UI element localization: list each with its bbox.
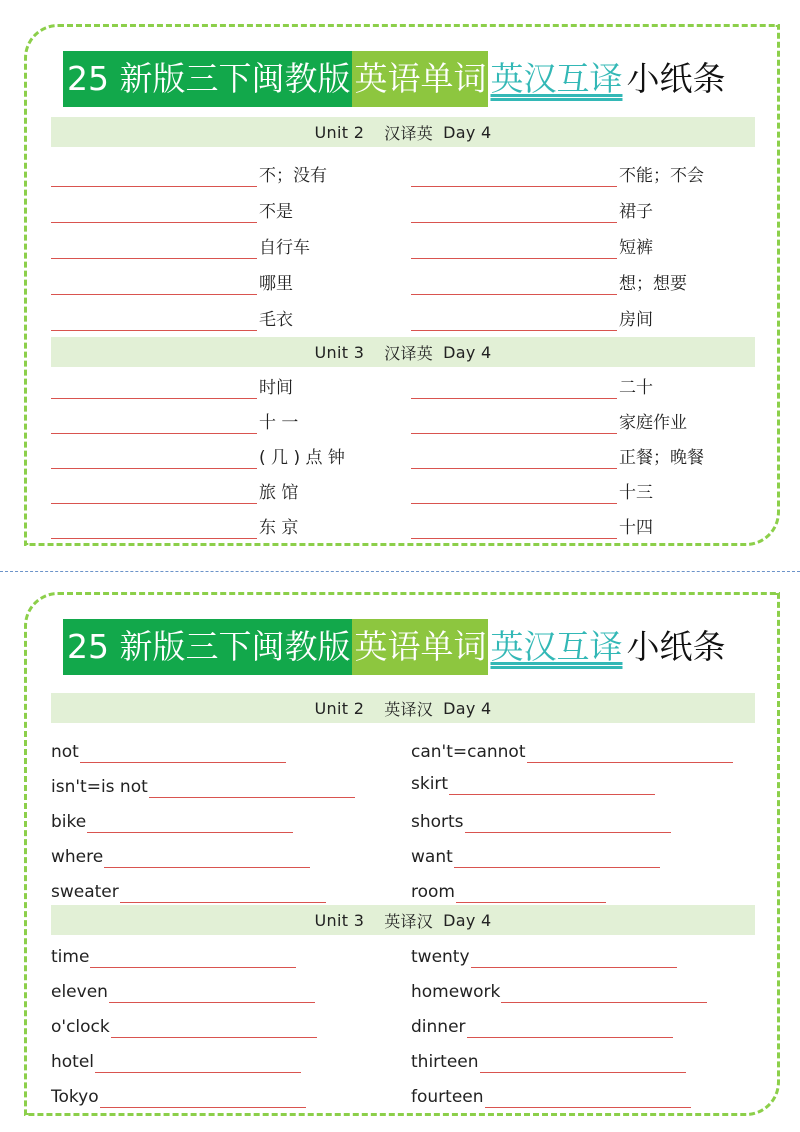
title-part-1: 25 新版三下闽教版 <box>63 51 352 107</box>
cn-word: 裙子 <box>619 202 653 222</box>
title-part-2: 英语单词 <box>352 51 488 107</box>
answer-blank[interactable] <box>411 202 617 223</box>
answer-blank[interactable] <box>467 1017 673 1038</box>
en-word: not <box>51 742 79 762</box>
cn-row <box>51 480 298 504</box>
cn-row <box>411 515 653 539</box>
en-word: want <box>411 847 453 867</box>
cn-row <box>51 199 293 223</box>
answer-blank[interactable] <box>80 742 286 763</box>
cn-row <box>51 271 293 295</box>
cn-row <box>51 235 310 259</box>
en-row <box>51 879 326 903</box>
cn-row <box>51 163 327 187</box>
answer-blank[interactable] <box>51 518 257 539</box>
en-row <box>51 1014 317 1038</box>
worksheet-card-en-to-cn <box>24 592 780 1116</box>
en-word: isn't=is not <box>51 777 148 797</box>
cn-row <box>51 515 298 539</box>
answer-blank[interactable] <box>411 166 617 187</box>
cn-row <box>51 307 293 331</box>
en-word: room <box>411 882 455 902</box>
cn-row <box>411 271 687 295</box>
title-part-3: 英汉互译 <box>490 59 623 98</box>
cn-word: 十三 <box>619 483 653 503</box>
cn-row <box>411 235 653 259</box>
cn-word: 短裤 <box>619 238 653 258</box>
cn-row <box>411 375 653 399</box>
en-row <box>411 944 677 968</box>
section-day: Day 4 <box>443 910 492 930</box>
section-unit: Unit 3 <box>314 910 365 930</box>
en-word: eleven <box>51 982 108 1002</box>
answer-blank[interactable] <box>411 448 617 469</box>
answer-blank[interactable] <box>51 202 257 223</box>
en-row <box>51 1084 306 1108</box>
title-part-4: 小纸条 <box>626 59 726 98</box>
en-word: homework <box>411 982 501 1002</box>
section-day: Day 4 <box>443 122 492 142</box>
worksheet-title <box>63 51 727 107</box>
answer-blank[interactable] <box>465 812 671 833</box>
en-word: fourteen <box>411 1087 484 1107</box>
worksheet-card-cn-to-en <box>24 24 780 546</box>
answer-blank[interactable] <box>109 982 315 1003</box>
answer-blank[interactable] <box>501 982 707 1003</box>
section-header-unit2-en <box>51 693 755 723</box>
answer-blank[interactable] <box>87 812 293 833</box>
cn-row <box>411 410 687 434</box>
section-day: Day 4 <box>443 342 492 362</box>
cn-word: 十四 <box>619 518 653 538</box>
en-row <box>411 809 671 833</box>
answer-blank[interactable] <box>51 238 257 259</box>
en-word: time <box>51 947 90 967</box>
answer-blank[interactable] <box>90 947 296 968</box>
answer-blank[interactable] <box>51 483 257 504</box>
cn-word: 哪里 <box>259 274 293 294</box>
en-row <box>51 809 293 833</box>
en-word: bike <box>51 812 87 832</box>
section-unit: Unit 2 <box>314 122 365 142</box>
answer-blank[interactable] <box>51 274 257 295</box>
answer-blank[interactable] <box>456 882 606 903</box>
en-row <box>51 944 296 968</box>
title-part-2: 英语单词 <box>352 619 488 675</box>
answer-blank[interactable] <box>527 742 733 763</box>
section-unit: Unit 3 <box>314 342 365 362</box>
cn-word: 家庭作业 <box>619 413 687 433</box>
en-word: Tokyo <box>51 1087 99 1107</box>
section-header-unit2-cn <box>51 117 755 147</box>
en-row <box>411 1014 673 1038</box>
en-word: can't=cannot <box>411 742 526 762</box>
answer-blank[interactable] <box>471 947 677 968</box>
section-mode: 英译汉 <box>384 699 434 719</box>
section-header-unit3-cn <box>51 337 755 367</box>
answer-blank[interactable] <box>411 378 617 399</box>
answer-blank[interactable] <box>51 413 257 434</box>
en-row <box>411 979 707 1003</box>
en-row <box>411 879 606 903</box>
cn-word: 自行车 <box>259 238 310 258</box>
en-word: shorts <box>411 812 464 832</box>
en-word: hotel <box>51 1052 95 1072</box>
answer-blank[interactable] <box>411 413 617 434</box>
cn-word: 十 一 <box>259 413 299 433</box>
cut-line-divider <box>0 571 800 572</box>
en-row <box>411 771 655 795</box>
section-unit: Unit 2 <box>314 698 365 718</box>
cn-word: 东 京 <box>259 518 299 538</box>
cn-word: 正餐；晚餐 <box>619 448 704 468</box>
cn-word: 不；没有 <box>259 166 327 186</box>
cn-word: 二十 <box>619 378 653 398</box>
en-word: sweater <box>51 882 119 902</box>
answer-blank[interactable] <box>104 847 310 868</box>
en-word: thirteen <box>411 1052 479 1072</box>
answer-blank[interactable] <box>149 777 355 798</box>
title-part-4: 小纸条 <box>626 627 726 666</box>
cn-word: 毛衣 <box>259 310 293 330</box>
en-row <box>411 739 733 763</box>
answer-blank[interactable] <box>51 310 257 331</box>
answer-blank[interactable] <box>95 1052 301 1073</box>
answer-blank[interactable] <box>411 238 617 259</box>
cn-row <box>411 307 653 331</box>
answer-blank[interactable] <box>120 882 326 903</box>
en-word: dinner <box>411 1017 466 1037</box>
cn-word: ( 几 ) 点 钟 <box>259 448 345 468</box>
section-mode: 英译汉 <box>384 911 434 931</box>
section-day: Day 4 <box>443 698 492 718</box>
cn-word: 想；想要 <box>619 274 687 294</box>
section-mode: 汉译英 <box>384 343 434 363</box>
en-row <box>51 979 315 1003</box>
answer-blank[interactable] <box>449 774 655 795</box>
cn-row <box>411 163 704 187</box>
cn-word: 不能；不会 <box>619 166 704 186</box>
cn-word: 时间 <box>259 378 293 398</box>
answer-blank[interactable] <box>51 378 257 399</box>
en-row <box>411 1049 686 1073</box>
en-word: where <box>51 847 104 867</box>
answer-blank[interactable] <box>100 1087 306 1108</box>
en-row <box>51 774 355 798</box>
en-row <box>51 739 286 763</box>
cn-row <box>411 199 653 223</box>
worksheet-title <box>63 619 727 675</box>
en-row <box>411 1084 691 1108</box>
en-row <box>411 844 660 868</box>
cn-word: 旅 馆 <box>259 483 299 503</box>
en-word: twenty <box>411 947 470 967</box>
cn-row <box>51 375 293 399</box>
answer-blank[interactable] <box>411 483 617 504</box>
cn-word: 房间 <box>619 310 653 330</box>
en-row <box>51 844 310 868</box>
cn-row <box>411 445 704 469</box>
answer-blank[interactable] <box>411 274 617 295</box>
cn-word: 不是 <box>259 202 293 222</box>
answer-blank[interactable] <box>411 518 617 539</box>
answer-blank[interactable] <box>485 1087 691 1108</box>
cn-row <box>411 480 653 504</box>
answer-blank[interactable] <box>454 847 660 868</box>
answer-blank[interactable] <box>411 310 617 331</box>
answer-blank[interactable] <box>480 1052 686 1073</box>
en-word: o'clock <box>51 1017 110 1037</box>
section-mode: 汉译英 <box>384 123 434 143</box>
answer-blank[interactable] <box>51 448 257 469</box>
answer-blank[interactable] <box>111 1017 317 1038</box>
title-part-3: 英汉互译 <box>490 627 623 666</box>
cn-row <box>51 445 345 469</box>
en-word: skirt <box>411 774 449 794</box>
cn-row <box>51 410 298 434</box>
answer-blank[interactable] <box>51 166 257 187</box>
section-header-unit3-en <box>51 905 755 935</box>
en-row <box>51 1049 301 1073</box>
title-part-1: 25 新版三下闽教版 <box>63 619 352 675</box>
